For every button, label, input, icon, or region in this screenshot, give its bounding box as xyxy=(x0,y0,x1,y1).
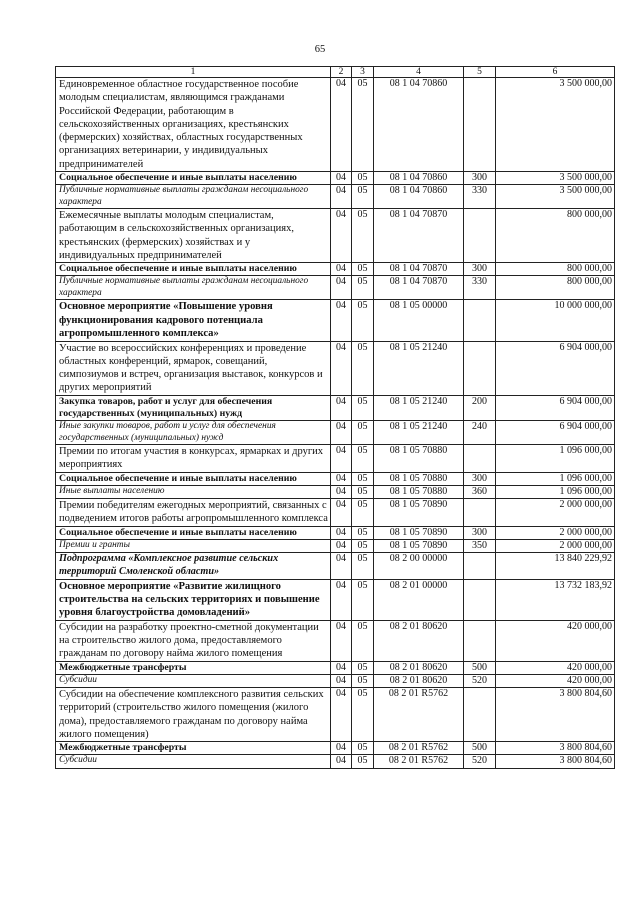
row-name-cell: Субсидии xyxy=(56,755,331,768)
row-expense-type-cell: 500 xyxy=(464,742,496,755)
row-subsection-cell: 05 xyxy=(352,472,374,485)
row-expense-type-cell: 300 xyxy=(464,526,496,539)
row-expense-type-cell xyxy=(464,498,496,526)
row-section-cell: 04 xyxy=(331,674,352,687)
row-subsection-cell: 05 xyxy=(352,552,374,579)
row-target-article-cell: 08 2 01 R5762 xyxy=(374,688,464,742)
row-subsection-cell: 05 xyxy=(352,755,374,768)
row-target-article-cell: 08 1 05 70890 xyxy=(374,539,464,552)
row-amount-cell: 3 500 000,00 xyxy=(496,78,615,172)
row-amount-cell: 2 000 000,00 xyxy=(496,539,615,552)
row-amount-cell: 3 500 000,00 xyxy=(496,172,615,185)
row-expense-type-cell: 240 xyxy=(464,421,496,445)
row-expense-type-cell: 330 xyxy=(464,276,496,300)
row-section-cell: 04 xyxy=(331,341,352,395)
table-row xyxy=(56,526,615,539)
row-section-cell: 04 xyxy=(331,209,352,263)
row-amount-cell: 6 904 000,00 xyxy=(496,421,615,445)
table-header-row xyxy=(56,67,615,78)
table-row xyxy=(56,674,615,687)
table-row xyxy=(56,209,615,263)
row-target-article-cell: 08 1 04 70860 xyxy=(374,185,464,209)
row-target-article-cell: 08 2 00 00000 xyxy=(374,552,464,579)
row-section-cell: 04 xyxy=(331,742,352,755)
table-row xyxy=(56,341,615,395)
row-name-cell: Социальное обеспечение и иные выплаты населению xyxy=(56,172,331,185)
row-amount-cell: 13 732 183,92 xyxy=(496,579,615,620)
row-subsection-cell: 05 xyxy=(352,620,374,661)
row-amount-cell: 1 096 000,00 xyxy=(496,444,615,472)
row-subsection-cell: 05 xyxy=(352,485,374,498)
row-subsection-cell: 05 xyxy=(352,341,374,395)
row-name-cell: Социальное обеспечение и иные выплаты населению xyxy=(56,472,331,485)
row-expense-type-cell xyxy=(464,341,496,395)
table-row xyxy=(56,78,615,172)
row-section-cell: 04 xyxy=(331,539,352,552)
table-row xyxy=(56,485,615,498)
row-subsection-cell: 05 xyxy=(352,674,374,687)
row-target-article-cell: 08 2 01 00000 xyxy=(374,579,464,620)
header-cell-subsection: 3 xyxy=(352,67,374,78)
row-name-cell: Социальное обеспечение и иные выплаты населению xyxy=(56,263,331,276)
table-row xyxy=(56,552,615,579)
row-expense-type-cell xyxy=(464,620,496,661)
row-name-cell: Премии и гранты xyxy=(56,539,331,552)
row-expense-type-cell: 300 xyxy=(464,472,496,485)
row-name-cell: Основное мероприятие «Развитие жилищного строительства на сельских территориях и повышение уровня благоустройства домовладений» xyxy=(56,579,331,620)
row-target-article-cell: 08 1 05 00000 xyxy=(374,300,464,341)
row-amount-cell: 3 500 000,00 xyxy=(496,185,615,209)
row-amount-cell: 420 000,00 xyxy=(496,661,615,674)
table-row xyxy=(56,185,615,209)
row-name-cell: Подпрограмма «Комплексное развитие сельских территорий Смоленской области» xyxy=(56,552,331,579)
header-cell-expense-type: 5 xyxy=(464,67,496,78)
row-expense-type-cell: 520 xyxy=(464,674,496,687)
table-row xyxy=(56,620,615,661)
row-section-cell: 04 xyxy=(331,755,352,768)
row-expense-type-cell xyxy=(464,78,496,172)
header-cell-section: 2 xyxy=(331,67,352,78)
row-name-cell: Межбюджетные трансферты xyxy=(56,742,331,755)
row-target-article-cell: 08 1 05 21240 xyxy=(374,395,464,420)
table-row xyxy=(56,688,615,742)
row-name-cell: Иные закупки товаров, работ и услуг для обеспечения государственных (муниципальных) нужд xyxy=(56,421,331,445)
row-target-article-cell: 08 2 01 R5762 xyxy=(374,755,464,768)
table-row xyxy=(56,395,615,420)
row-section-cell: 04 xyxy=(331,421,352,445)
table-row xyxy=(56,579,615,620)
row-amount-cell: 10 000 000,00 xyxy=(496,300,615,341)
row-section-cell: 04 xyxy=(331,185,352,209)
row-name-cell: Премии победителям ежегодных мероприятий, связанных с подведением итогов работы агропромышленного комплекса xyxy=(56,498,331,526)
row-target-article-cell: 08 2 01 R5762 xyxy=(374,742,464,755)
row-subsection-cell: 05 xyxy=(352,185,374,209)
row-expense-type-cell xyxy=(464,444,496,472)
row-section-cell: 04 xyxy=(331,300,352,341)
row-target-article-cell: 08 1 05 70890 xyxy=(374,498,464,526)
table-row xyxy=(56,300,615,341)
row-target-article-cell: 08 1 04 70870 xyxy=(374,263,464,276)
row-target-article-cell: 08 2 01 80620 xyxy=(374,620,464,661)
row-amount-cell: 800 000,00 xyxy=(496,209,615,263)
row-section-cell: 04 xyxy=(331,498,352,526)
budget-table xyxy=(55,66,615,769)
row-name-cell: Публичные нормативные выплаты гражданам несоциального характера xyxy=(56,185,331,209)
row-section-cell: 04 xyxy=(331,263,352,276)
table-row xyxy=(56,661,615,674)
row-amount-cell: 3 800 804,60 xyxy=(496,755,615,768)
row-amount-cell: 6 904 000,00 xyxy=(496,341,615,395)
row-expense-type-cell: 520 xyxy=(464,755,496,768)
row-subsection-cell: 05 xyxy=(352,78,374,172)
row-subsection-cell: 05 xyxy=(352,172,374,185)
row-section-cell: 04 xyxy=(331,526,352,539)
row-subsection-cell: 05 xyxy=(352,539,374,552)
row-expense-type-cell xyxy=(464,579,496,620)
row-target-article-cell: 08 1 04 70870 xyxy=(374,276,464,300)
row-amount-cell: 6 904 000,00 xyxy=(496,395,615,420)
row-target-article-cell: 08 1 05 70880 xyxy=(374,472,464,485)
row-target-article-cell: 08 1 05 21240 xyxy=(374,341,464,395)
row-amount-cell: 1 096 000,00 xyxy=(496,472,615,485)
header-cell-name: 1 xyxy=(56,67,331,78)
row-section-cell: 04 xyxy=(331,395,352,420)
row-amount-cell: 3 800 804,60 xyxy=(496,742,615,755)
row-section-cell: 04 xyxy=(331,661,352,674)
row-target-article-cell: 08 1 05 70890 xyxy=(374,526,464,539)
row-subsection-cell: 05 xyxy=(352,300,374,341)
row-subsection-cell: 05 xyxy=(352,421,374,445)
row-name-cell: Субсидии на разработку проектно-сметной документации на строительство жилого дома, предоставляемого гражданам по договору найма жилого помещения xyxy=(56,620,331,661)
row-subsection-cell: 05 xyxy=(352,498,374,526)
table-row xyxy=(56,742,615,755)
row-expense-type-cell: 350 xyxy=(464,539,496,552)
row-name-cell: Иные выплаты населению xyxy=(56,485,331,498)
row-target-article-cell: 08 2 01 80620 xyxy=(374,661,464,674)
row-target-article-cell: 08 2 01 80620 xyxy=(374,674,464,687)
table-row xyxy=(56,276,615,300)
row-target-article-cell: 08 1 05 70880 xyxy=(374,444,464,472)
table-row xyxy=(56,539,615,552)
row-section-cell: 04 xyxy=(331,688,352,742)
table-row xyxy=(56,472,615,485)
row-section-cell: 04 xyxy=(331,579,352,620)
row-subsection-cell: 05 xyxy=(352,444,374,472)
row-section-cell: 04 xyxy=(331,276,352,300)
row-name-cell: Субсидии на обеспечение комплексного развития сельских территорий (строительство жилого помещения (жилого дома), предоставляемого гражданам по договору найма жилого помещения) xyxy=(56,688,331,742)
row-expense-type-cell: 300 xyxy=(464,263,496,276)
row-amount-cell: 3 800 804,60 xyxy=(496,688,615,742)
row-section-cell: 04 xyxy=(331,172,352,185)
row-section-cell: 04 xyxy=(331,552,352,579)
row-target-article-cell: 08 1 05 70880 xyxy=(374,485,464,498)
row-name-cell: Закупка товаров, работ и услуг для обеспечения государственных (муниципальных) нужд xyxy=(56,395,331,420)
row-expense-type-cell: 330 xyxy=(464,185,496,209)
row-amount-cell: 13 840 229,92 xyxy=(496,552,615,579)
row-subsection-cell: 05 xyxy=(352,661,374,674)
row-target-article-cell: 08 1 04 70870 xyxy=(374,209,464,263)
table-row xyxy=(56,263,615,276)
row-subsection-cell: 05 xyxy=(352,263,374,276)
row-name-cell: Основное мероприятие «Повышение уровня функционирования кадрового потенциала агропромышленного комплекса» xyxy=(56,300,331,341)
row-subsection-cell: 05 xyxy=(352,688,374,742)
row-target-article-cell: 08 1 04 70860 xyxy=(374,78,464,172)
row-subsection-cell: 05 xyxy=(352,209,374,263)
table-row xyxy=(56,172,615,185)
row-amount-cell: 2 000 000,00 xyxy=(496,526,615,539)
row-expense-type-cell xyxy=(464,552,496,579)
row-section-cell: 04 xyxy=(331,485,352,498)
row-subsection-cell: 05 xyxy=(352,276,374,300)
row-expense-type-cell xyxy=(464,209,496,263)
row-name-cell: Публичные нормативные выплаты гражданам несоциального характера xyxy=(56,276,331,300)
row-subsection-cell: 05 xyxy=(352,742,374,755)
row-section-cell: 04 xyxy=(331,472,352,485)
row-amount-cell: 420 000,00 xyxy=(496,620,615,661)
table-row xyxy=(56,421,615,445)
row-expense-type-cell xyxy=(464,688,496,742)
header-cell-target-article: 4 xyxy=(374,67,464,78)
row-amount-cell: 2 000 000,00 xyxy=(496,498,615,526)
row-expense-type-cell: 300 xyxy=(464,172,496,185)
row-name-cell: Участие во всероссийских конференциях и проведение областных конференций, ярмарок, совещаний, симпозиумов и встреч, организация выставок, конкурсов и других мероприятий xyxy=(56,341,331,395)
row-expense-type-cell xyxy=(464,300,496,341)
row-target-article-cell: 08 1 04 70860 xyxy=(374,172,464,185)
table-row xyxy=(56,444,615,472)
row-name-cell: Ежемесячные выплаты молодым специалистам, работающим в сельскохозяйственных организациях, крестьянских (фермерских) хозяйствах и у индивидуальных предпринимателей xyxy=(56,209,331,263)
row-name-cell: Межбюджетные трансферты xyxy=(56,661,331,674)
row-name-cell: Субсидии xyxy=(56,674,331,687)
row-amount-cell: 800 000,00 xyxy=(496,276,615,300)
table-row xyxy=(56,755,615,768)
row-section-cell: 04 xyxy=(331,78,352,172)
row-expense-type-cell: 500 xyxy=(464,661,496,674)
row-subsection-cell: 05 xyxy=(352,579,374,620)
row-amount-cell: 420 000,00 xyxy=(496,674,615,687)
row-section-cell: 04 xyxy=(331,620,352,661)
row-target-article-cell: 08 1 05 21240 xyxy=(374,421,464,445)
header-cell-amount: 6 xyxy=(496,67,615,78)
row-subsection-cell: 05 xyxy=(352,395,374,420)
row-expense-type-cell: 200 xyxy=(464,395,496,420)
row-amount-cell: 800 000,00 xyxy=(496,263,615,276)
row-amount-cell: 1 096 000,00 xyxy=(496,485,615,498)
row-name-cell: Единовременное областное государственное пособие молодым специалистам, являющимся гражданами Российской Федерации, работающим в сельскохозяйственных организациях, крестьянских (фермерских) хозяйствах, областных государственных организациях ветеринарии, у индивидуальных предпринимателей xyxy=(56,78,331,172)
table-row xyxy=(56,498,615,526)
row-section-cell: 04 xyxy=(331,444,352,472)
row-name-cell: Социальное обеспечение и иные выплаты населению xyxy=(56,526,331,539)
page-number: 65 xyxy=(314,44,326,55)
row-name-cell: Премии по итогам участия в конкурсах, ярмарках и других мероприятиях xyxy=(56,444,331,472)
row-expense-type-cell: 360 xyxy=(464,485,496,498)
row-subsection-cell: 05 xyxy=(352,526,374,539)
